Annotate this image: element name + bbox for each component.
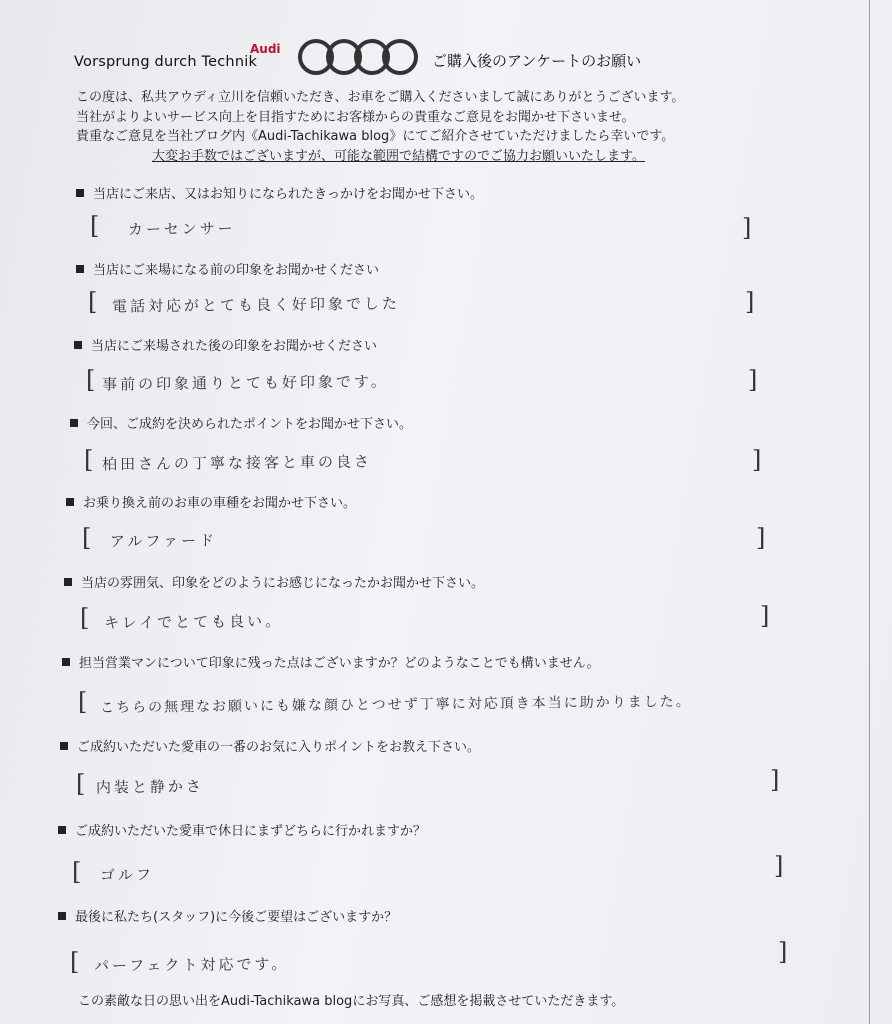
answer-1: カーセンサー	[127, 219, 236, 239]
question-6: 当店の雰囲気、印象をどのようにお感じになったかお聞かせ下さい。	[64, 572, 484, 591]
bracket-open: [	[90, 212, 100, 240]
brand-name: Audi	[250, 42, 281, 56]
question-1: 当店にご来店、又はお知りになられたきっかけをお聞かせ下さい。	[76, 183, 483, 202]
survey-title: ご購入後のアンケートのお願い	[432, 52, 642, 70]
bullet-square-icon	[58, 826, 66, 834]
bracket-close: ]	[748, 366, 758, 394]
bullet-square-icon	[58, 912, 66, 920]
paper-edge	[869, 0, 870, 1024]
bullet-square-icon	[76, 265, 84, 273]
answer-4: 柏田さんの丁寧な接客と車の良さ	[101, 452, 373, 474]
bracket-open: [	[84, 446, 94, 474]
bullet-square-icon	[76, 189, 84, 197]
answer-2: 電話対応がとても良く好印象でした	[111, 294, 401, 316]
question-7: 担当営業マンについて印象に残った点はございますか？どのようなことでも構いません。	[62, 652, 600, 671]
bracket-close: ]	[760, 602, 770, 630]
intro-note: 大変お手数ではございますが、可能な範囲で結構ですのでご協力お願いいたします。	[152, 148, 645, 164]
bracket-close: ]	[774, 852, 784, 880]
answer-9: ゴルフ	[99, 865, 155, 885]
intro-line: この度は、私共アウディ立川を信頼いただき、お車をご購入くださいまして誠にありがとうございます。	[76, 90, 685, 105]
bracket-open: [	[78, 688, 88, 716]
answer-3: 事前の印象通りとても好印象です。	[101, 372, 389, 394]
bracket-close: ]	[742, 214, 752, 242]
bullet-square-icon	[74, 341, 82, 349]
bullet-square-icon	[64, 578, 72, 586]
answer-6: キレイでとても良い。	[103, 612, 284, 632]
bracket-open: [	[82, 524, 92, 552]
question-5: お乗り換え前のお車の車種をお聞かせ下さい。	[66, 492, 356, 511]
header	[74, 38, 794, 78]
answer-8: 内装と静かさ	[95, 777, 205, 797]
intro-line: 当社がよりよいサービス向上を目指すためにお客様からの貴重なご意見をお聞かせ下さいませ。	[76, 109, 635, 125]
bracket-open: [	[80, 604, 90, 632]
bracket-close: ]	[778, 938, 788, 966]
bullet-square-icon	[60, 742, 68, 750]
audi-rings-logo-icon	[296, 38, 422, 76]
question-4: 今回、ご成約を決められたポイントをお聞かせ下さい。	[70, 413, 412, 432]
answer-5: アルファード	[109, 531, 218, 551]
question-9: ご成約いただいた愛車で休日にまずどちらに行かれますか？	[58, 820, 426, 839]
question-3: 当店にご来場された後の印象をお聞かせください	[74, 335, 377, 354]
bracket-open: [	[86, 366, 96, 394]
question-8: ご成約いただいた愛車の一番のお気に入りポイントをお教え下さい。	[60, 736, 480, 755]
bracket-open: [	[70, 948, 80, 976]
question-2: 当店にご来場になる前の印象をお聞かせください	[76, 259, 379, 278]
bullet-square-icon	[62, 658, 70, 666]
bracket-close: ]	[770, 766, 780, 794]
answer-7: こちらの無理なお願いにも嫌な顔ひとつせず丁寧に対応頂き本当に助かりました。	[99, 693, 692, 717]
bullet-square-icon	[70, 419, 78, 427]
bracket-close: ]	[752, 446, 762, 474]
bracket-open: [	[72, 858, 82, 886]
intro-text	[76, 88, 796, 166]
bracket-close: ]	[745, 288, 755, 316]
bracket-open: [	[88, 288, 98, 316]
footer-text: この素敵な日の思い出をAudi-Tachikawa blogにお写真、ご感想を掲載させていただきます。	[78, 994, 625, 1009]
brand-tagline: Vorsprung durch Technik	[74, 54, 258, 70]
question-10: 最後に私たち(スタッフ)に今後ご要望はございますか？	[58, 906, 397, 925]
bracket-open: [	[76, 770, 86, 798]
answer-10: パーフェクト対応です。	[93, 954, 290, 976]
bullet-square-icon	[66, 498, 74, 506]
bracket-close: ]	[756, 524, 766, 552]
intro-line: 貴重なご意見を当社ブログ内《Audi-Tachikawa blog》にてご紹介させていただけましたら幸いです。	[76, 129, 675, 144]
